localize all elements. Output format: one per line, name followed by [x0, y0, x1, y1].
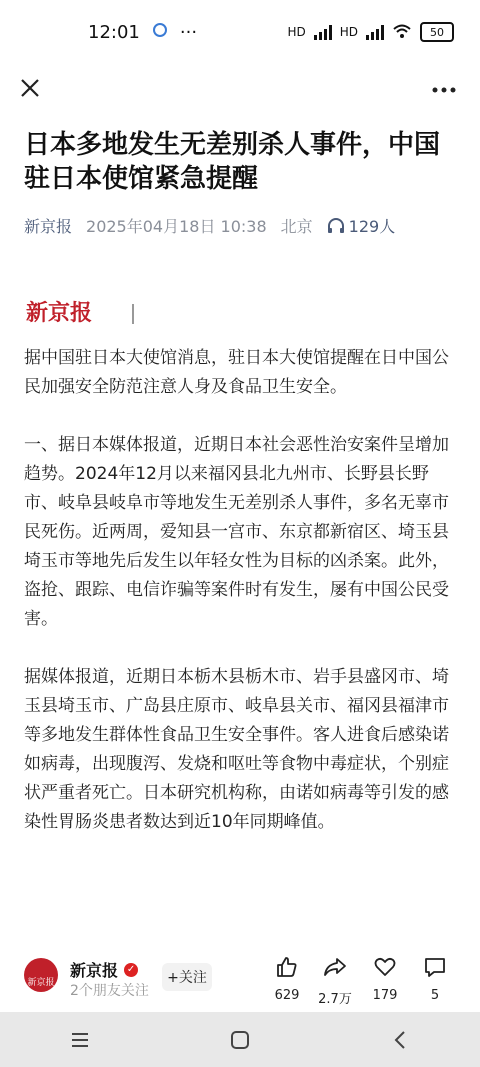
article-title: 日本多地发生无差别杀人事件，中国驻日本使馆紧急提醒	[24, 130, 441, 194]
back-nav-button[interactable]	[380, 1020, 420, 1060]
network-label-1: HD	[287, 25, 306, 39]
paragraph-3: 据媒体报道，近期日本栃木县栃木市、岩手县盛冈市、埼玉县埼玉市、广岛县庄原市、岐阜县关市、福冈县福津市等多地发生群体性食品卫生安全事件。客人进食后感染诺如病毒，出现腹泻、发烧和呕吐等食物中毒症状，个别症状严重者死亡。日本研究机构称，由诺如病毒等引发的感染性胃肠炎患者数达到近10年同期峰值。	[24, 667, 449, 832]
like-button[interactable]	[262, 954, 312, 1003]
follow-button[interactable]: +关注	[162, 963, 212, 991]
brand-logo	[26, 296, 134, 327]
status-left	[88, 22, 197, 43]
verified-badge-icon: ✓	[124, 963, 138, 977]
back-chevron-icon	[393, 1030, 407, 1050]
signal-icon-2	[366, 24, 384, 40]
logo-divider	[132, 304, 134, 324]
more-options-button[interactable]	[426, 72, 462, 108]
signal-icon-1	[314, 24, 332, 40]
bottom-action-bar	[0, 948, 480, 1012]
home-square-icon	[230, 1030, 250, 1050]
system-nav-bar	[0, 1012, 480, 1067]
listener-count: 129人	[348, 217, 396, 236]
wifi-icon	[392, 23, 412, 42]
favorite-count: 179	[372, 988, 398, 1003]
author-avatar[interactable]	[24, 958, 58, 992]
friends-following: 2个朋友关注	[70, 983, 149, 999]
like-count: 629	[274, 988, 300, 1003]
status-right	[287, 22, 454, 42]
headphones-icon	[327, 218, 345, 234]
network-label-2: HD	[339, 25, 358, 39]
home-nav-button[interactable]	[220, 1020, 260, 1060]
favorite-button[interactable]	[360, 954, 410, 1003]
article-source[interactable]: 新京报	[24, 217, 73, 236]
heart-icon	[373, 955, 397, 979]
menu-icon	[70, 1032, 90, 1048]
listen-button[interactable]	[327, 214, 396, 237]
close-icon	[20, 78, 40, 98]
thumbs-up-icon	[275, 955, 299, 979]
share-count: 2.7万	[318, 992, 352, 1007]
app-indicator-icon	[152, 22, 168, 43]
avatar-label: 新京报	[27, 978, 55, 988]
article-location: 北京	[280, 217, 313, 236]
author-name-row[interactable]	[70, 958, 138, 981]
close-button[interactable]	[12, 70, 48, 106]
share-arrow-icon	[323, 955, 347, 979]
comment-bubble-icon	[423, 955, 447, 979]
article-meta	[24, 214, 464, 237]
comment-button[interactable]	[410, 954, 460, 1003]
comment-count: 5	[430, 988, 440, 1003]
status-bar	[0, 0, 480, 64]
brand-logo-text: 新京报	[26, 300, 93, 326]
menu-nav-button[interactable]	[60, 1020, 100, 1060]
paragraph-1: 据中国驻日本大使馆消息，驻日本大使馆提醒在日中国公民加强安全防范注意人身及食品卫生安全。	[24, 348, 449, 397]
battery-icon	[420, 22, 454, 42]
article-datetime: 2025年04月18日 10:38	[86, 217, 267, 236]
status-time: 12:01	[88, 21, 140, 43]
paragraph-2: 一、据日本媒体报道，近期日本社会恶性治安案件呈增加趋势。2024年12月以来福冈县北九州市、长野县长野市、岐阜县岐阜市等地发生无差别杀人事件，多名无辜市民死伤。近两周，爱知县一宫市、东京都新宿区、埼玉县埼玉市等地先后发生以年轻女性为目标的凶杀案。此外，盗抢、跟踪、电信诈骗等案件时有发生，屡有中国公民受害。	[24, 435, 449, 629]
author-name: 新京报	[70, 961, 119, 980]
article-body	[24, 344, 460, 866]
battery-level: 50	[430, 25, 444, 39]
top-bar	[0, 64, 480, 114]
status-more-indicator: ···	[179, 21, 198, 43]
share-button[interactable]	[310, 954, 360, 1007]
more-dots-icon	[432, 87, 456, 93]
